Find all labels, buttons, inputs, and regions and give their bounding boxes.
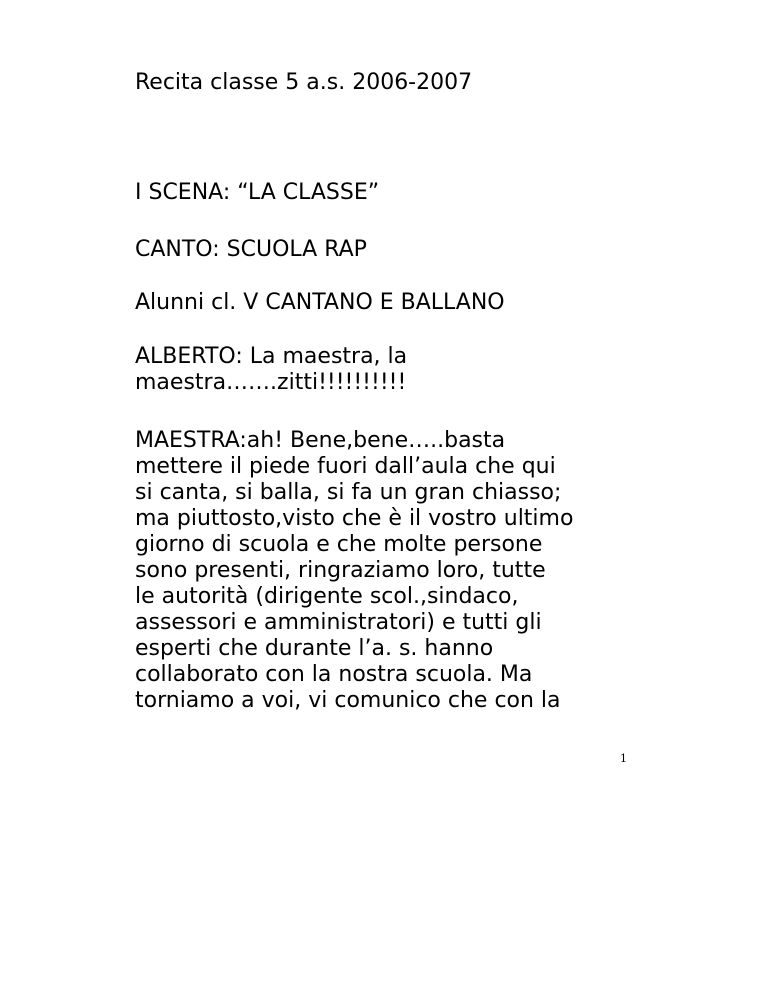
dialogue-line: collaborato con la nostra scuola. Ma [135, 662, 533, 687]
dialogue-line: esperti che durante l’a. s. hanno [135, 636, 494, 661]
dialogue-line: maestra…….zitti!!!!!!!!!! [135, 370, 407, 395]
document-title: Recita classe 5 a.s. 2006-2007 [135, 70, 473, 95]
page-number: 1 [620, 752, 627, 765]
dialogue-line: giorno di scuola e che molte persone [135, 532, 543, 557]
dialogue-line: ALBERTO: La maestra, la [135, 344, 408, 369]
dialogue-line: MAESTRA:ah! Bene,bene…..basta [135, 428, 506, 453]
dialogue-line: sono presenti, ringraziamo loro, tutte [135, 558, 546, 583]
dialogue-line: le autorità (dirigente scol.,sindaco, [135, 584, 519, 609]
stage-direction: Alunni cl. V CANTANO E BALLANO [135, 290, 505, 315]
dialogue-line: mettere il piede fuori dall’aula che qui [135, 454, 556, 479]
dialogue-line: torniamo a voi, vi comunico che con la [135, 688, 561, 713]
dialogue-line: assessori e amministratori) e tutti gli [135, 610, 542, 635]
dialogue-line: ma piuttosto,visto che è il vostro ultimo [135, 506, 574, 531]
scene-heading: I SCENA: “LA CLASSE” [135, 180, 380, 205]
dialogue-line: si canta, si balla, si fa un gran chiasso; [135, 480, 562, 505]
song-heading: CANTO: SCUOLA RAP [135, 237, 367, 262]
